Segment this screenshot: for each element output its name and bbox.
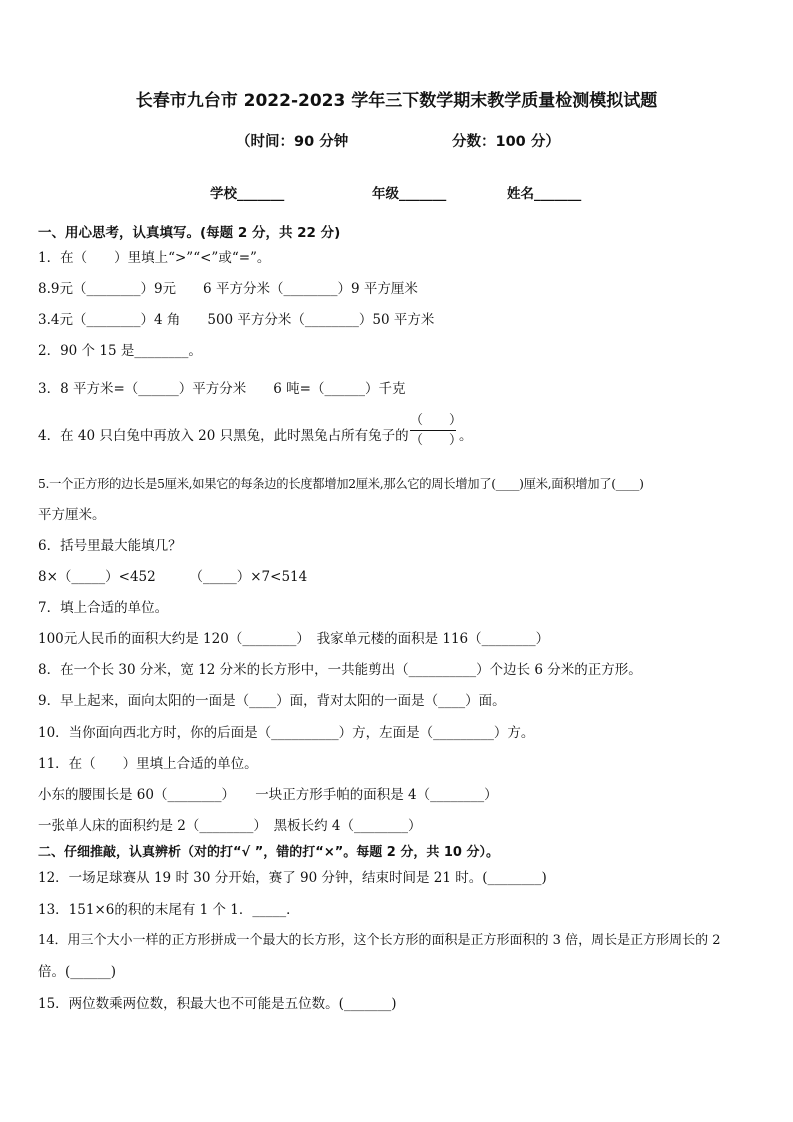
- school-field: 学校_______: [210, 186, 285, 202]
- question-5-cont: 平方厘米。: [38, 507, 106, 523]
- question-11a: 小东的腰围长是 60（________） 一块正方形手帕的面积是 4（________）: [38, 787, 498, 803]
- question-1a: 8.9元（________）9元 6 平方分米（________）9 平方厘米: [38, 281, 418, 297]
- question-10: 10．当你面向西北方时，你的后面是（__________）方，左面是（_________）方。: [38, 725, 535, 741]
- page-title: 长春市九台市 2022-2023 学年三下数学期末教学质量检测模拟试题: [135, 91, 658, 111]
- fraction-denominator: （ ）: [410, 433, 463, 448]
- question-8: 8．在一个长 30 分米，宽 12 分米的长方形中，一共能剪出（__________）个边长 6 分米的正方形。: [38, 662, 642, 678]
- exam-score: 分数：100 分）: [452, 134, 560, 150]
- grade-field: 年级_______: [372, 186, 447, 202]
- question-1: 1．在（ ）里填上“>”“<”或“=”。: [38, 250, 271, 266]
- question-6: 6．括号里最大能填几？: [38, 538, 182, 554]
- question-6a: 8×（_____）<452 （_____）×7<514: [38, 569, 308, 585]
- question-4-end: 。: [459, 428, 473, 444]
- question-15: 15．两位数乘两位数，积最大也不可能是五位数。(_______): [38, 996, 397, 1012]
- question-9: 9．早上起来，面向太阳的一面是（____）面，背对太阳的一面是（____）面。: [38, 693, 506, 709]
- section-1-heading: 一、用心思考，认真填写。(每题 2 分，共 22 分): [38, 225, 341, 241]
- question-11: 11．在（ ）里填上合适的单位。: [38, 756, 258, 772]
- question-7a: 100元人民币的面积大约是 120（________） 我家单元楼的面积是 116（________）: [38, 631, 550, 647]
- question-13: 13．151×6的积的末尾有 1 个 1．_____．: [38, 902, 300, 918]
- question-2: 2．90 个 15 是________。: [38, 343, 202, 359]
- question-4: 4．在 40 只白兔中再放入 20 只黑兔，此时黑兔占所有兔子的: [38, 428, 409, 444]
- section-2-heading: 二、仔细推敲，认真辨析（对的打“√ ”，错的打“×”。每题 2 分，共 10 分）。: [38, 845, 500, 860]
- fraction-numerator: （ ）: [410, 413, 463, 428]
- exam-time: （时间：90 分钟: [236, 134, 349, 150]
- question-3: 3．8 平方米=（______）平方分米 6 吨=（______）千克: [38, 381, 406, 397]
- question-12: 12．一场足球赛从 19 时 30 分开始，赛了 90 分钟，结束时间是 21 时。(________): [38, 870, 547, 886]
- question-14-cont: 倍。(______): [38, 964, 117, 980]
- name-field: 姓名_______: [507, 186, 582, 202]
- question-14: 14．用三个大小一样的正方形拼成一个最大的长方形，这个长方形的面积是正方形面积的 3 倍，周长是正方形周长的 2: [38, 933, 721, 948]
- question-1b: 3.4元（________）4 角 500 平方分米（________）50 平方米: [38, 312, 435, 328]
- question-5: 5.一个正方形的边长是5厘米,如果它的每条边的长度都增加2厘米,那么它的周长增加了(____)厘米,面积增加了(____): [38, 477, 644, 491]
- fraction-bar: [410, 430, 456, 431]
- answer-fraction: [410, 412, 463, 449]
- question-11b: 一张单人床的面积约是 2（________） 黑板长约 4（________）: [38, 818, 422, 834]
- question-7: 7．填上合适的单位。: [38, 600, 169, 616]
